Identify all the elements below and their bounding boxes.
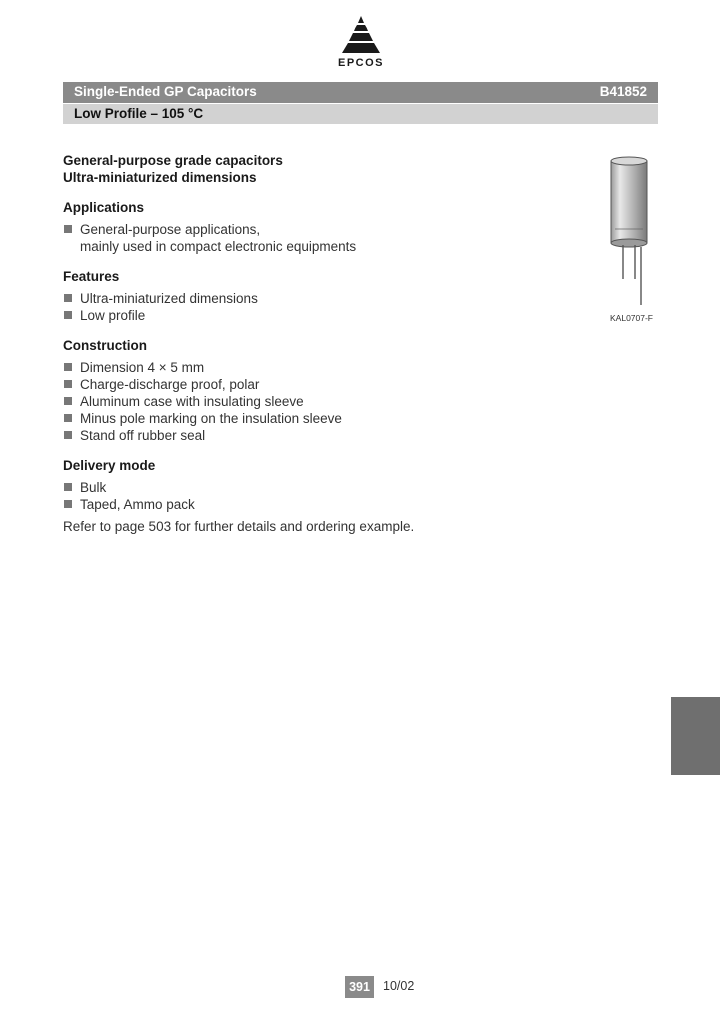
list-item-text: Minus pole marking on the insulation sleeve	[80, 411, 342, 426]
capacitor-image	[605, 155, 655, 307]
square-bullet-icon	[64, 294, 72, 302]
list-item-text: Aluminum case with insulating sleeve	[80, 394, 304, 409]
list-item-text: Charge-discharge proof, polar	[80, 377, 260, 392]
epcos-triangle-icon	[338, 16, 384, 56]
title-bar	[63, 82, 658, 103]
square-bullet-icon	[64, 363, 72, 371]
part-number: B41852	[599, 84, 647, 99]
list-item	[63, 307, 583, 324]
section-title-applications: Applications	[63, 200, 145, 215]
main-content	[63, 152, 583, 535]
applications-list	[63, 221, 583, 255]
list-item	[63, 496, 583, 513]
square-bullet-icon	[64, 397, 72, 405]
square-bullet-icon	[64, 225, 72, 233]
list-item-text: Taped, Ammo pack	[80, 497, 195, 512]
section-title-features: Features	[63, 269, 120, 284]
list-item	[63, 427, 583, 444]
intro-line: General-purpose grade capacitors	[63, 153, 283, 168]
document-title: Single-Ended GP Capacitors	[74, 84, 257, 99]
figure-code: KAL0707-F	[610, 313, 653, 323]
subtitle-bar	[63, 104, 658, 124]
intro-heading	[63, 152, 583, 186]
section-title-construction: Construction	[63, 338, 147, 353]
list-item	[63, 393, 583, 410]
list-item-text: Low profile	[80, 308, 146, 323]
square-bullet-icon	[64, 431, 72, 439]
list-item-text: Stand off rubber seal	[80, 428, 206, 443]
reference-note: Refer to page 503 for further details and ordering example.	[63, 519, 415, 534]
list-item-text: mainly used in compact electronic equipments	[80, 239, 357, 254]
square-bullet-icon	[64, 380, 72, 388]
list-item	[63, 290, 583, 307]
list-item	[63, 376, 583, 393]
square-bullet-icon	[64, 414, 72, 422]
revision-date: 10/02	[383, 979, 415, 993]
section-title-delivery: Delivery mode	[63, 458, 156, 473]
square-bullet-icon	[64, 311, 72, 319]
brand-name: EPCOS	[337, 57, 384, 69]
list-item-text: Bulk	[80, 480, 107, 495]
page-number: 391	[345, 976, 374, 998]
list-item-text: Ultra-miniaturized dimensions	[80, 291, 258, 306]
delivery-list	[63, 479, 583, 513]
capacitor-icon	[605, 155, 655, 307]
epcos-logo	[326, 16, 396, 74]
document-subtitle: Low Profile – 105 °C	[74, 106, 204, 121]
list-item-text: General-purpose applications,	[80, 222, 261, 237]
list-item	[63, 359, 583, 376]
list-item	[63, 410, 583, 427]
features-list	[63, 290, 583, 324]
section-tab-marker	[671, 697, 720, 775]
list-item	[63, 479, 583, 496]
list-item-text: Dimension 4 × 5 mm	[80, 360, 205, 375]
construction-list	[63, 359, 583, 444]
square-bullet-icon	[64, 500, 72, 508]
intro-line: Ultra-miniaturized dimensions	[63, 170, 257, 185]
square-bullet-icon	[64, 483, 72, 491]
list-item	[63, 221, 583, 255]
